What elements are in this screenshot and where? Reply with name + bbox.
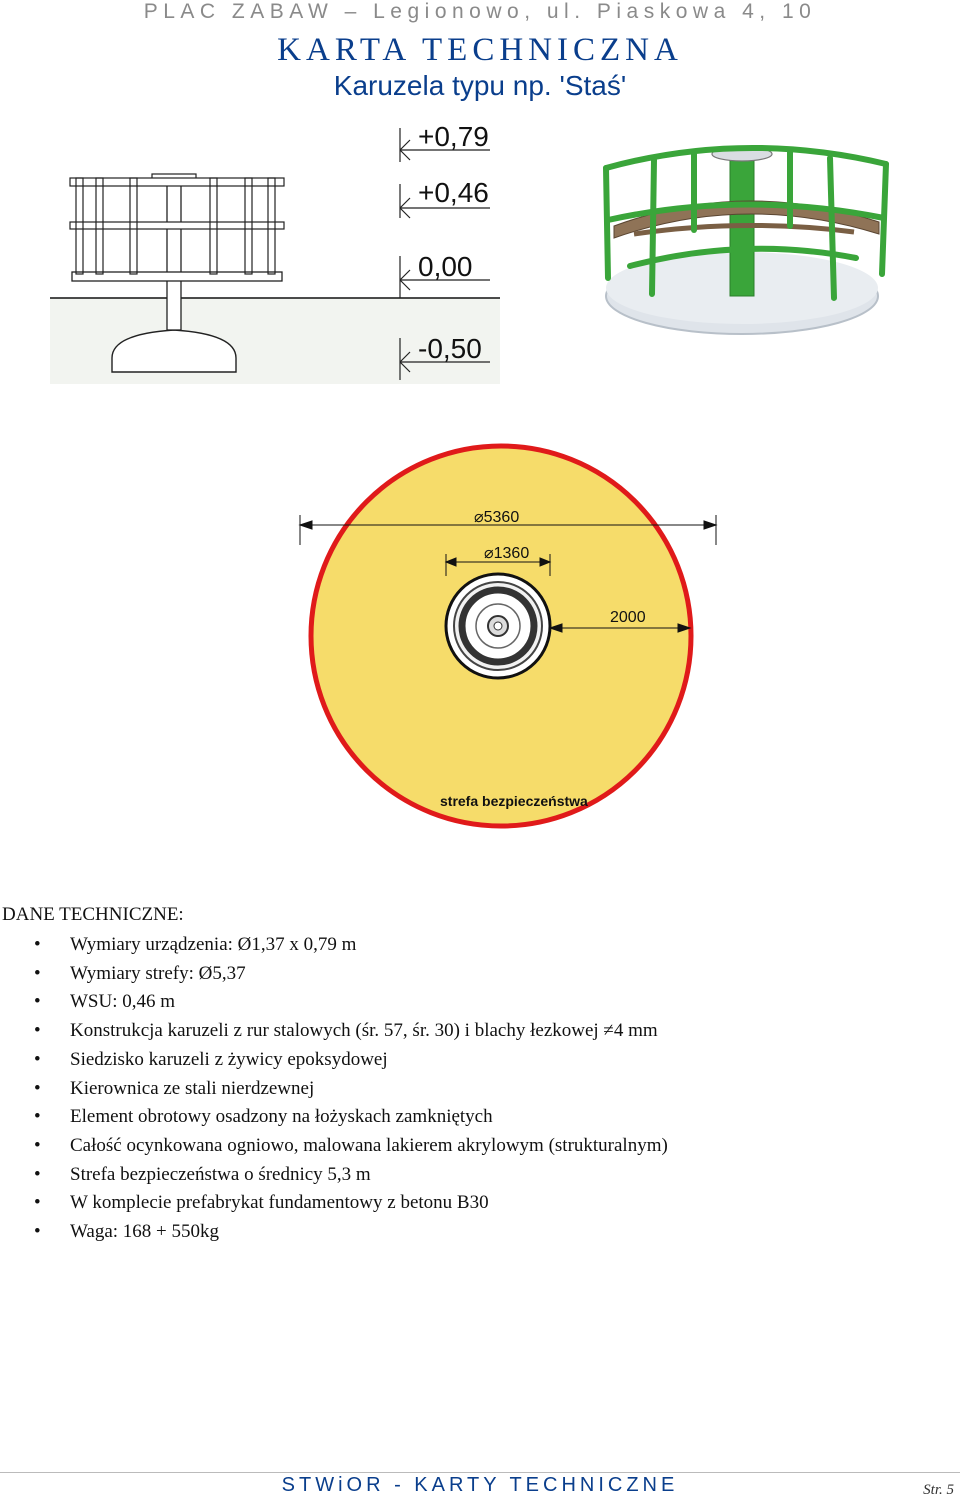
spec-item [0, 1075, 900, 1104]
spec-item-text: Strefa bezpieczeństwa o średnicy 5,3 m [70, 1163, 371, 1185]
safety-zone-drawing [290, 430, 730, 840]
safety-zone-label: strefa bezpieczeństwa [440, 793, 588, 809]
bullet-icon: • [34, 1048, 41, 1070]
product-subtitle: Karuzela typu np. 'Staś' [333, 70, 627, 101]
bullet-icon: • [34, 934, 41, 955]
spec-item [0, 1218, 900, 1247]
spec-item [0, 960, 900, 989]
technical-specs [0, 902, 900, 1247]
location-header: PLAC ZABAW – Legionowo, ul. Piaskowa 4, 10 [143, 0, 817, 23]
page-number: Str. 5 [923, 1482, 954, 1498]
bullet-icon: • [34, 962, 41, 984]
specs-list [0, 931, 900, 1247]
footer-divider [0, 1472, 960, 1473]
level-label-079: +0,79 [418, 121, 489, 152]
document-title: KARTA TECHNICZNA [277, 32, 683, 68]
spec-item-text: Waga: 168 + 550kg [70, 1221, 220, 1243]
spec-item-text: Całość ocynkowana ogniowo, malowana lakierem akrylowym (strukturalnym) [70, 1134, 668, 1156]
spec-item-text: Wymiary urządzenia: Ø1,37 x 0,79 m [70, 934, 357, 955]
elevation-drawing [50, 118, 500, 384]
spec-item [0, 1161, 900, 1190]
bullet-icon: • [34, 1106, 41, 1128]
bullet-icon: • [34, 1163, 41, 1185]
carousel-perspective-illustration [594, 138, 894, 338]
level-label-000: 0,00 [418, 251, 473, 282]
radius-label: 2000 [610, 609, 646, 626]
spec-item-text: Element obrotowy osadzony na łożyskach zamkniętych [70, 1106, 493, 1128]
bullet-icon: • [34, 1077, 41, 1099]
bullet-icon: • [34, 1020, 41, 1042]
spec-item [0, 1103, 900, 1132]
spec-item [0, 1132, 900, 1161]
level-label-minus050: -0,50 [418, 333, 482, 364]
inner-diameter-label: ⌀1360 [484, 545, 530, 562]
spec-item-text: Kierownica ze stali nierdzewnej [70, 1077, 315, 1099]
bullet-icon: • [34, 1221, 41, 1243]
spec-item-text: W komplecie prefabrykat fundamentowy z betonu B30 [70, 1192, 489, 1214]
specs-heading: DANE TECHNICZNE: [2, 904, 184, 925]
carousel-top-view [446, 574, 550, 678]
level-label-046: +0,46 [418, 177, 489, 208]
bullet-icon: • [34, 1192, 41, 1214]
spec-item-text: Konstrukcja karuzeli z rur stalowych (śr. 57, śr. 30) i blachy łezkowej ≠4 mm [70, 1020, 658, 1042]
bullet-icon: • [34, 991, 41, 1013]
bullet-icon: • [34, 1134, 41, 1156]
footer-title: STWiOR - KARTY TECHNICZNE [281, 1474, 679, 1496]
spec-item-text: Wymiary strefy: Ø5,37 [70, 962, 246, 984]
carousel-column [167, 178, 181, 330]
spec-item [0, 931, 900, 960]
spec-item [0, 1046, 900, 1075]
spec-item [0, 1017, 900, 1046]
spec-item [0, 1189, 900, 1218]
spec-item [0, 988, 900, 1017]
outer-diameter-label: ⌀5360 [474, 509, 520, 526]
spec-item-text: WSU: 0,46 m [70, 991, 176, 1013]
spec-item-text: Siedzisko karuzeli z żywicy epoksydowej [70, 1048, 388, 1070]
